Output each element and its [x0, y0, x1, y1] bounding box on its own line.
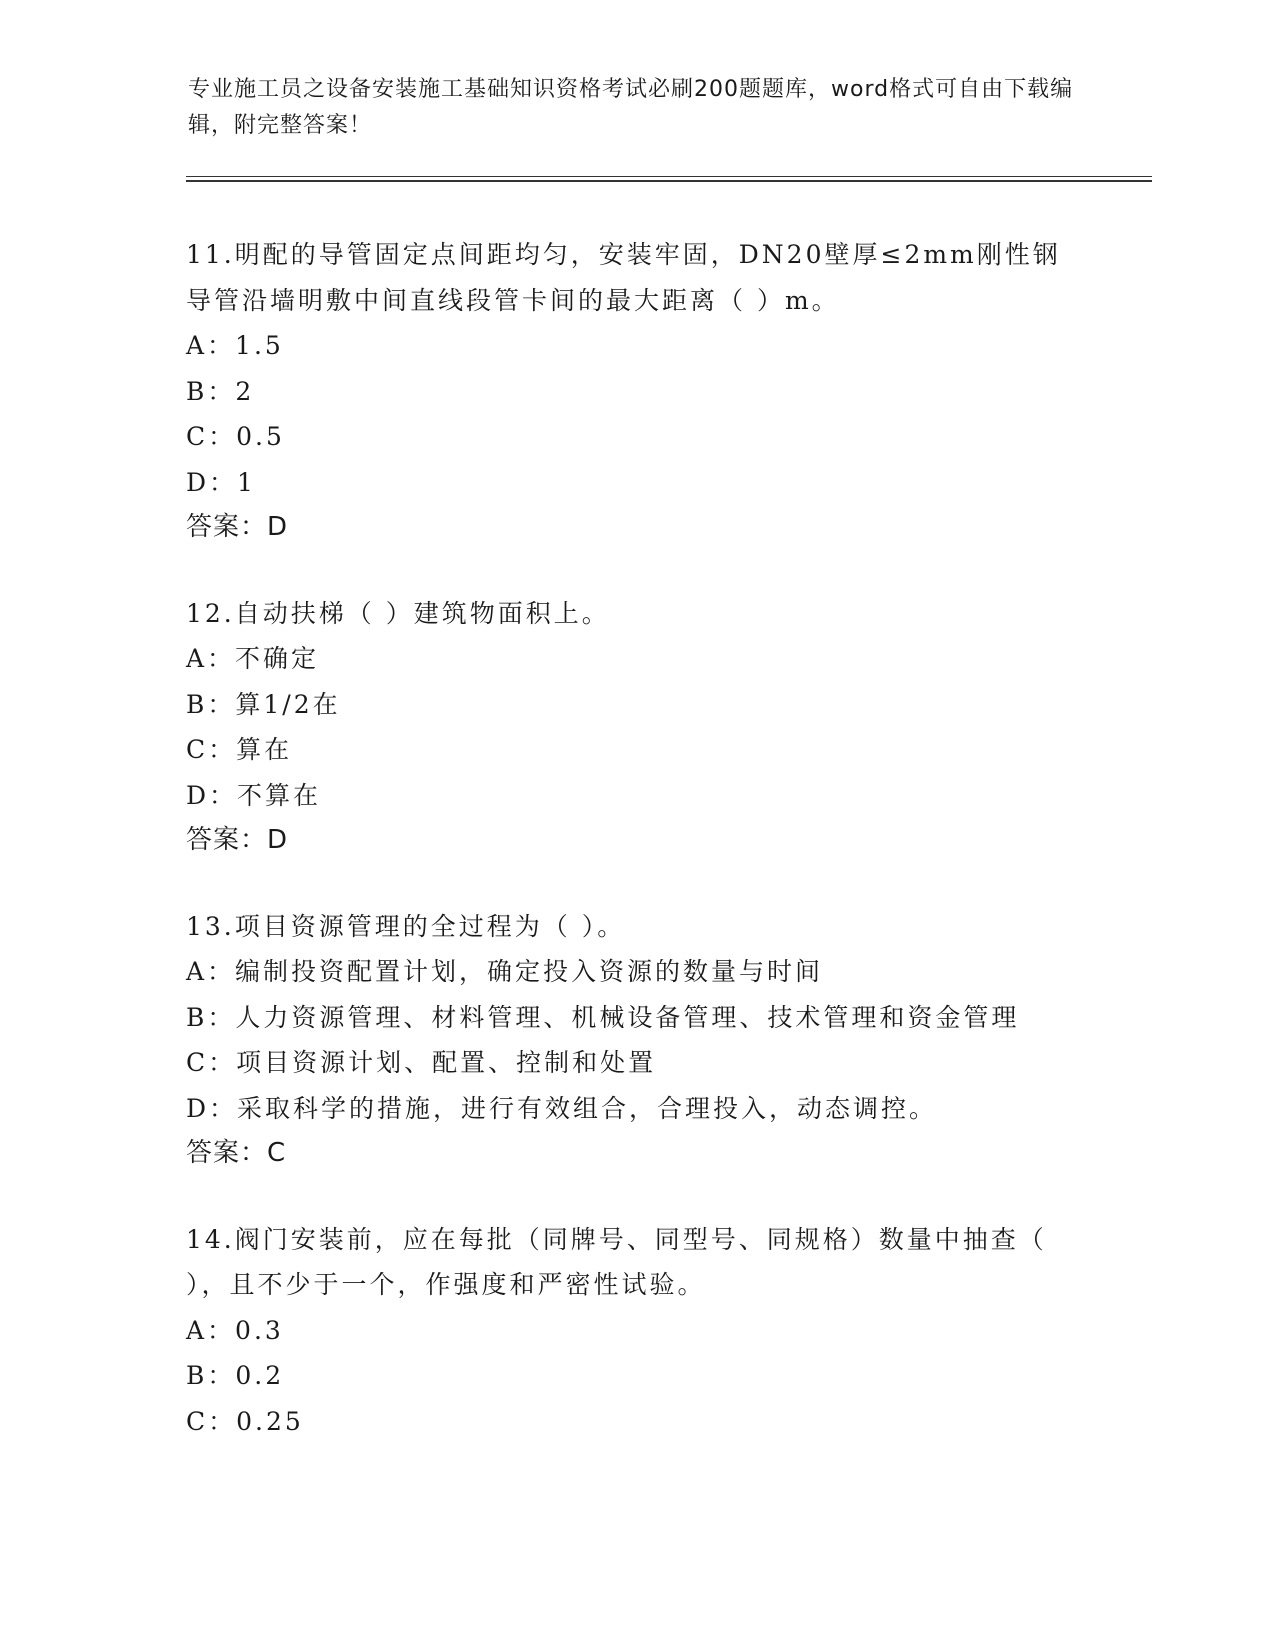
option-a: A：编制投资配置计划，确定投入资源的数量与时间: [186, 957, 824, 986]
question-13: [186, 904, 1086, 1177]
answer: 答案：D: [186, 825, 289, 855]
question-list: [186, 232, 1086, 1484]
option-b: B：2: [186, 376, 255, 406]
question-stem: 14.阀门安装前，应在每批（同牌号、同型号、同规格）数量中抽查（ ），且不少于一个，作强度和严密性试验。: [186, 1224, 1047, 1299]
option-c: C：项目资源计划、配置、控制和处置: [186, 1048, 657, 1077]
option-c: C：0.25: [186, 1406, 304, 1436]
document-header: 专业施工员之设备安装施工基础知识资格考试必刷200题题库，word格式可自由下载编辑，附完整答案！: [188, 77, 1074, 138]
question-12: [186, 591, 1086, 864]
header-divider: [186, 176, 1152, 182]
question-stem: 11.明配的导管固定点间距均匀，安装牢固，DN20壁厚≤2mm刚性钢导管沿墙明敷中间直线段管卡间的最大距离（ ）m。: [186, 240, 1061, 315]
question-stem: 12.自动扶梯（ ）建筑物面积上。: [186, 598, 610, 628]
option-d: D：不算在: [186, 780, 322, 810]
option-c: C：0.5: [186, 422, 285, 451]
option-d: D：1: [186, 467, 256, 497]
option-a: A：0.3: [186, 1315, 284, 1345]
option-d: D：采取科学的措施，进行有效组合，合理投入，动态调控。: [186, 1093, 938, 1123]
option-a: A：不确定: [186, 644, 320, 673]
question-14: [186, 1217, 1086, 1445]
option-c: C：算在: [186, 735, 293, 764]
answer: 答案：D: [186, 512, 289, 542]
option-a: A：1.5: [186, 331, 284, 360]
answer: 答案：C: [186, 1138, 287, 1168]
option-b: B：0.2: [186, 1361, 285, 1390]
option-b: B：人力资源管理、材料管理、机械设备管理、技术管理和资金管理: [186, 1002, 1020, 1032]
option-b: B：算1/2在: [186, 689, 341, 719]
question-stem: 13.项目资源管理的全过程为（ ）。: [186, 911, 626, 941]
question-11: [186, 232, 1086, 551]
